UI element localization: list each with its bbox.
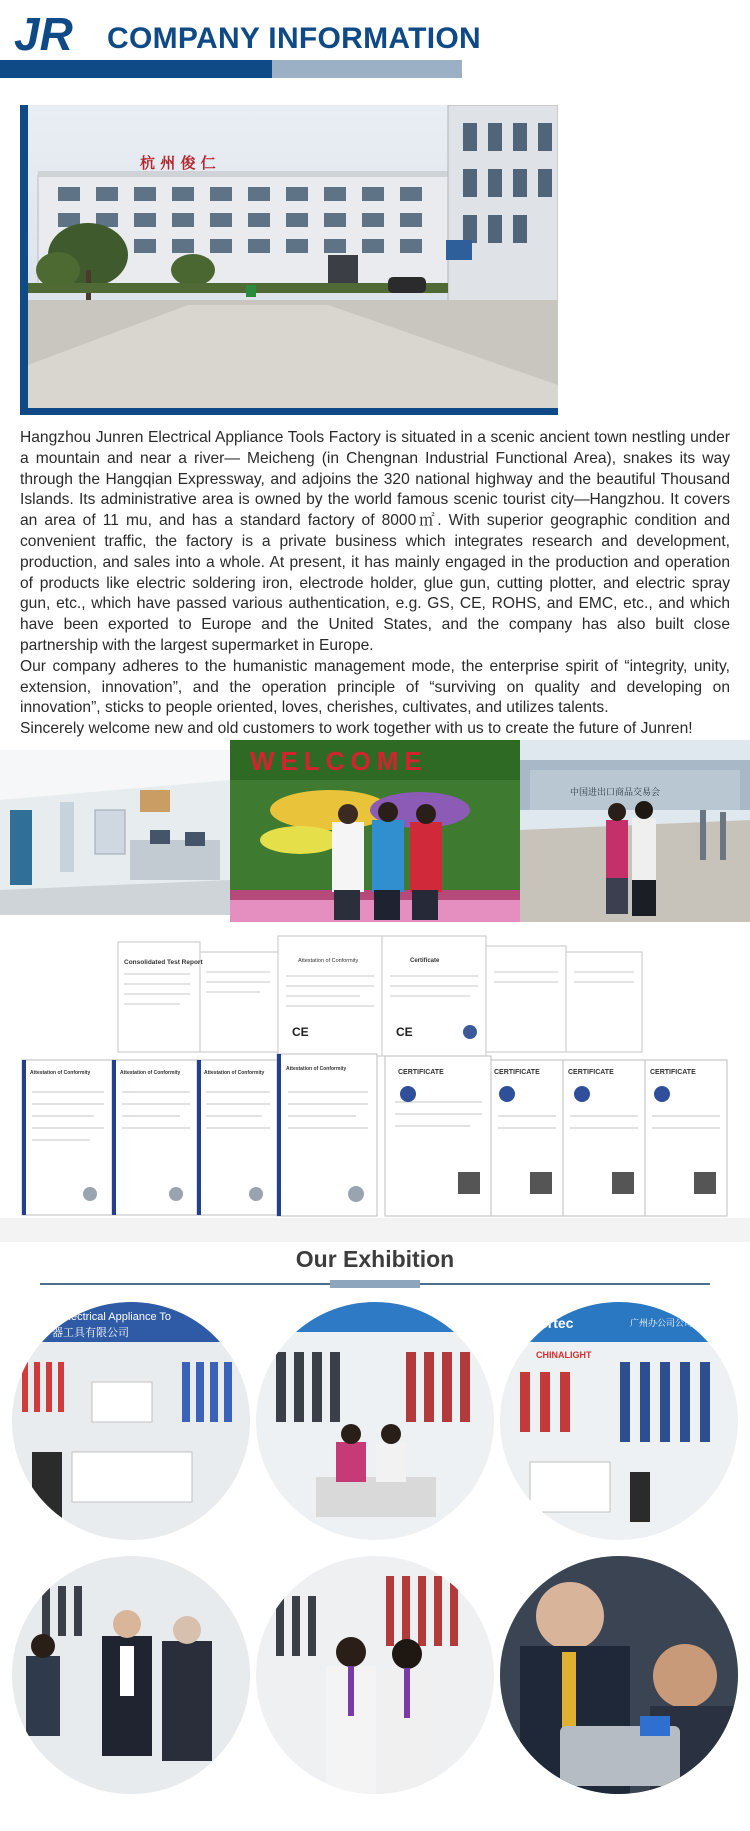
booth-banner: n Electrical Appliance To <box>52 1311 172 1323</box>
header-bar-accent <box>272 60 462 78</box>
intro-paragraph: Our company adheres to the humanistic management mode, the enterprise spirit of “integrity, unity, extension, innovation”, and the operation principle of “surviving on quality and developing on innovation”, sticks to people oriented, loves, cherishes, cultivates, and utilizes talents. <box>20 657 730 717</box>
booth-brand: CHINALIGHT <box>536 1350 592 1360</box>
exhibition-title: Our Exhibition <box>295 1246 455 1272</box>
exhibition-photo-visitors-1 <box>12 1556 250 1794</box>
exhibition-photo-visitors-2 <box>256 1556 494 1794</box>
page-header <box>0 0 750 90</box>
factory-sign: 杭 州 俊 仁 <box>140 154 216 172</box>
intro-paragraph: Hangzhou Junren Electrical Appliance Tools Factory is situated in a scenic ancient town nestling under a mountain and near a river— Meicheng (in Chengnan Industrial Functional Area), snakes its way through the Hangqian Expressway, and adjoins the 320 national highway and the beautiful Thousand Islands. Its administrative area is owned by the world famous scenic tourist city—Hangzhou. It covers an area of 11 mu, and has a standard factory of 8000㎡. With superior geographic condition and convenient traffic, the factory is a private business which integrates research and development, production, and sales into a whole. At present, it has mainly engaged in the production and operation of products like electric soldering iron, electrode holder, glue gun, cutting plotter, and electric spray gun, etc., which have passed various authentication, e.g. GS, CE, ROHS, and EMC, etc., and which have been exported to Europe and the United States, and the company has also built close partnership with the largest supermarket in Europe. <box>20 429 730 654</box>
page-title: COMPANY INFORMATION <box>107 22 482 55</box>
cert-title: CERTIFICATE <box>568 1069 614 1076</box>
exhibition-photo-booth-1 <box>12 1302 250 1540</box>
welcome-photo <box>230 740 520 922</box>
cert-title: CERTIFICATE <box>650 1069 696 1076</box>
cert-title: Attestation of Conformity <box>204 1070 265 1076</box>
logo-text: JR <box>14 10 73 60</box>
cert-title: CERTIFICATE <box>494 1069 540 1076</box>
exhibition-photo-booth-2 <box>256 1302 494 1540</box>
canton-fair-photo <box>520 740 750 922</box>
factory-photo <box>28 105 558 408</box>
photo-strip <box>0 740 750 922</box>
cert-title: Consolidated Test Report <box>124 959 203 966</box>
welcome-text: WELCOME <box>250 746 428 776</box>
ce-mark: CE <box>292 1025 309 1039</box>
ce-mark: CE <box>396 1025 413 1039</box>
cert-title: CERTIFICATE <box>398 1069 444 1076</box>
office-photo <box>0 750 230 915</box>
exhibition-photo-booth-3 <box>500 1302 738 1540</box>
company-introduction <box>20 428 730 740</box>
booth-banner-cn: 广州办公司公司 <box>630 1319 694 1329</box>
certificates-collage <box>0 932 750 1242</box>
cert-title: Attestation of Conformity <box>120 1070 181 1076</box>
intro-paragraph: Sincerely welcome new and old customers to work together with us to create the future of Junren! <box>20 720 693 738</box>
cert-title: Attestation of Conformity <box>286 1066 347 1072</box>
exhibition-photo-visitors-3 <box>500 1556 738 1794</box>
cert-title: Attestation of Conformity <box>30 1070 91 1076</box>
cert-title: Certificate <box>410 958 440 964</box>
cert-title: Attestation of Conformity <box>298 958 359 964</box>
booth-banner-cn: 器工具有限公司 <box>52 1326 129 1339</box>
jr-logo <box>14 10 100 62</box>
booth-banner: ertec <box>540 1315 574 1331</box>
exhibition-divider-accent <box>330 1280 420 1288</box>
expo-sign: 中国进出口商品交易会 <box>570 788 661 798</box>
header-bar <box>0 60 272 78</box>
